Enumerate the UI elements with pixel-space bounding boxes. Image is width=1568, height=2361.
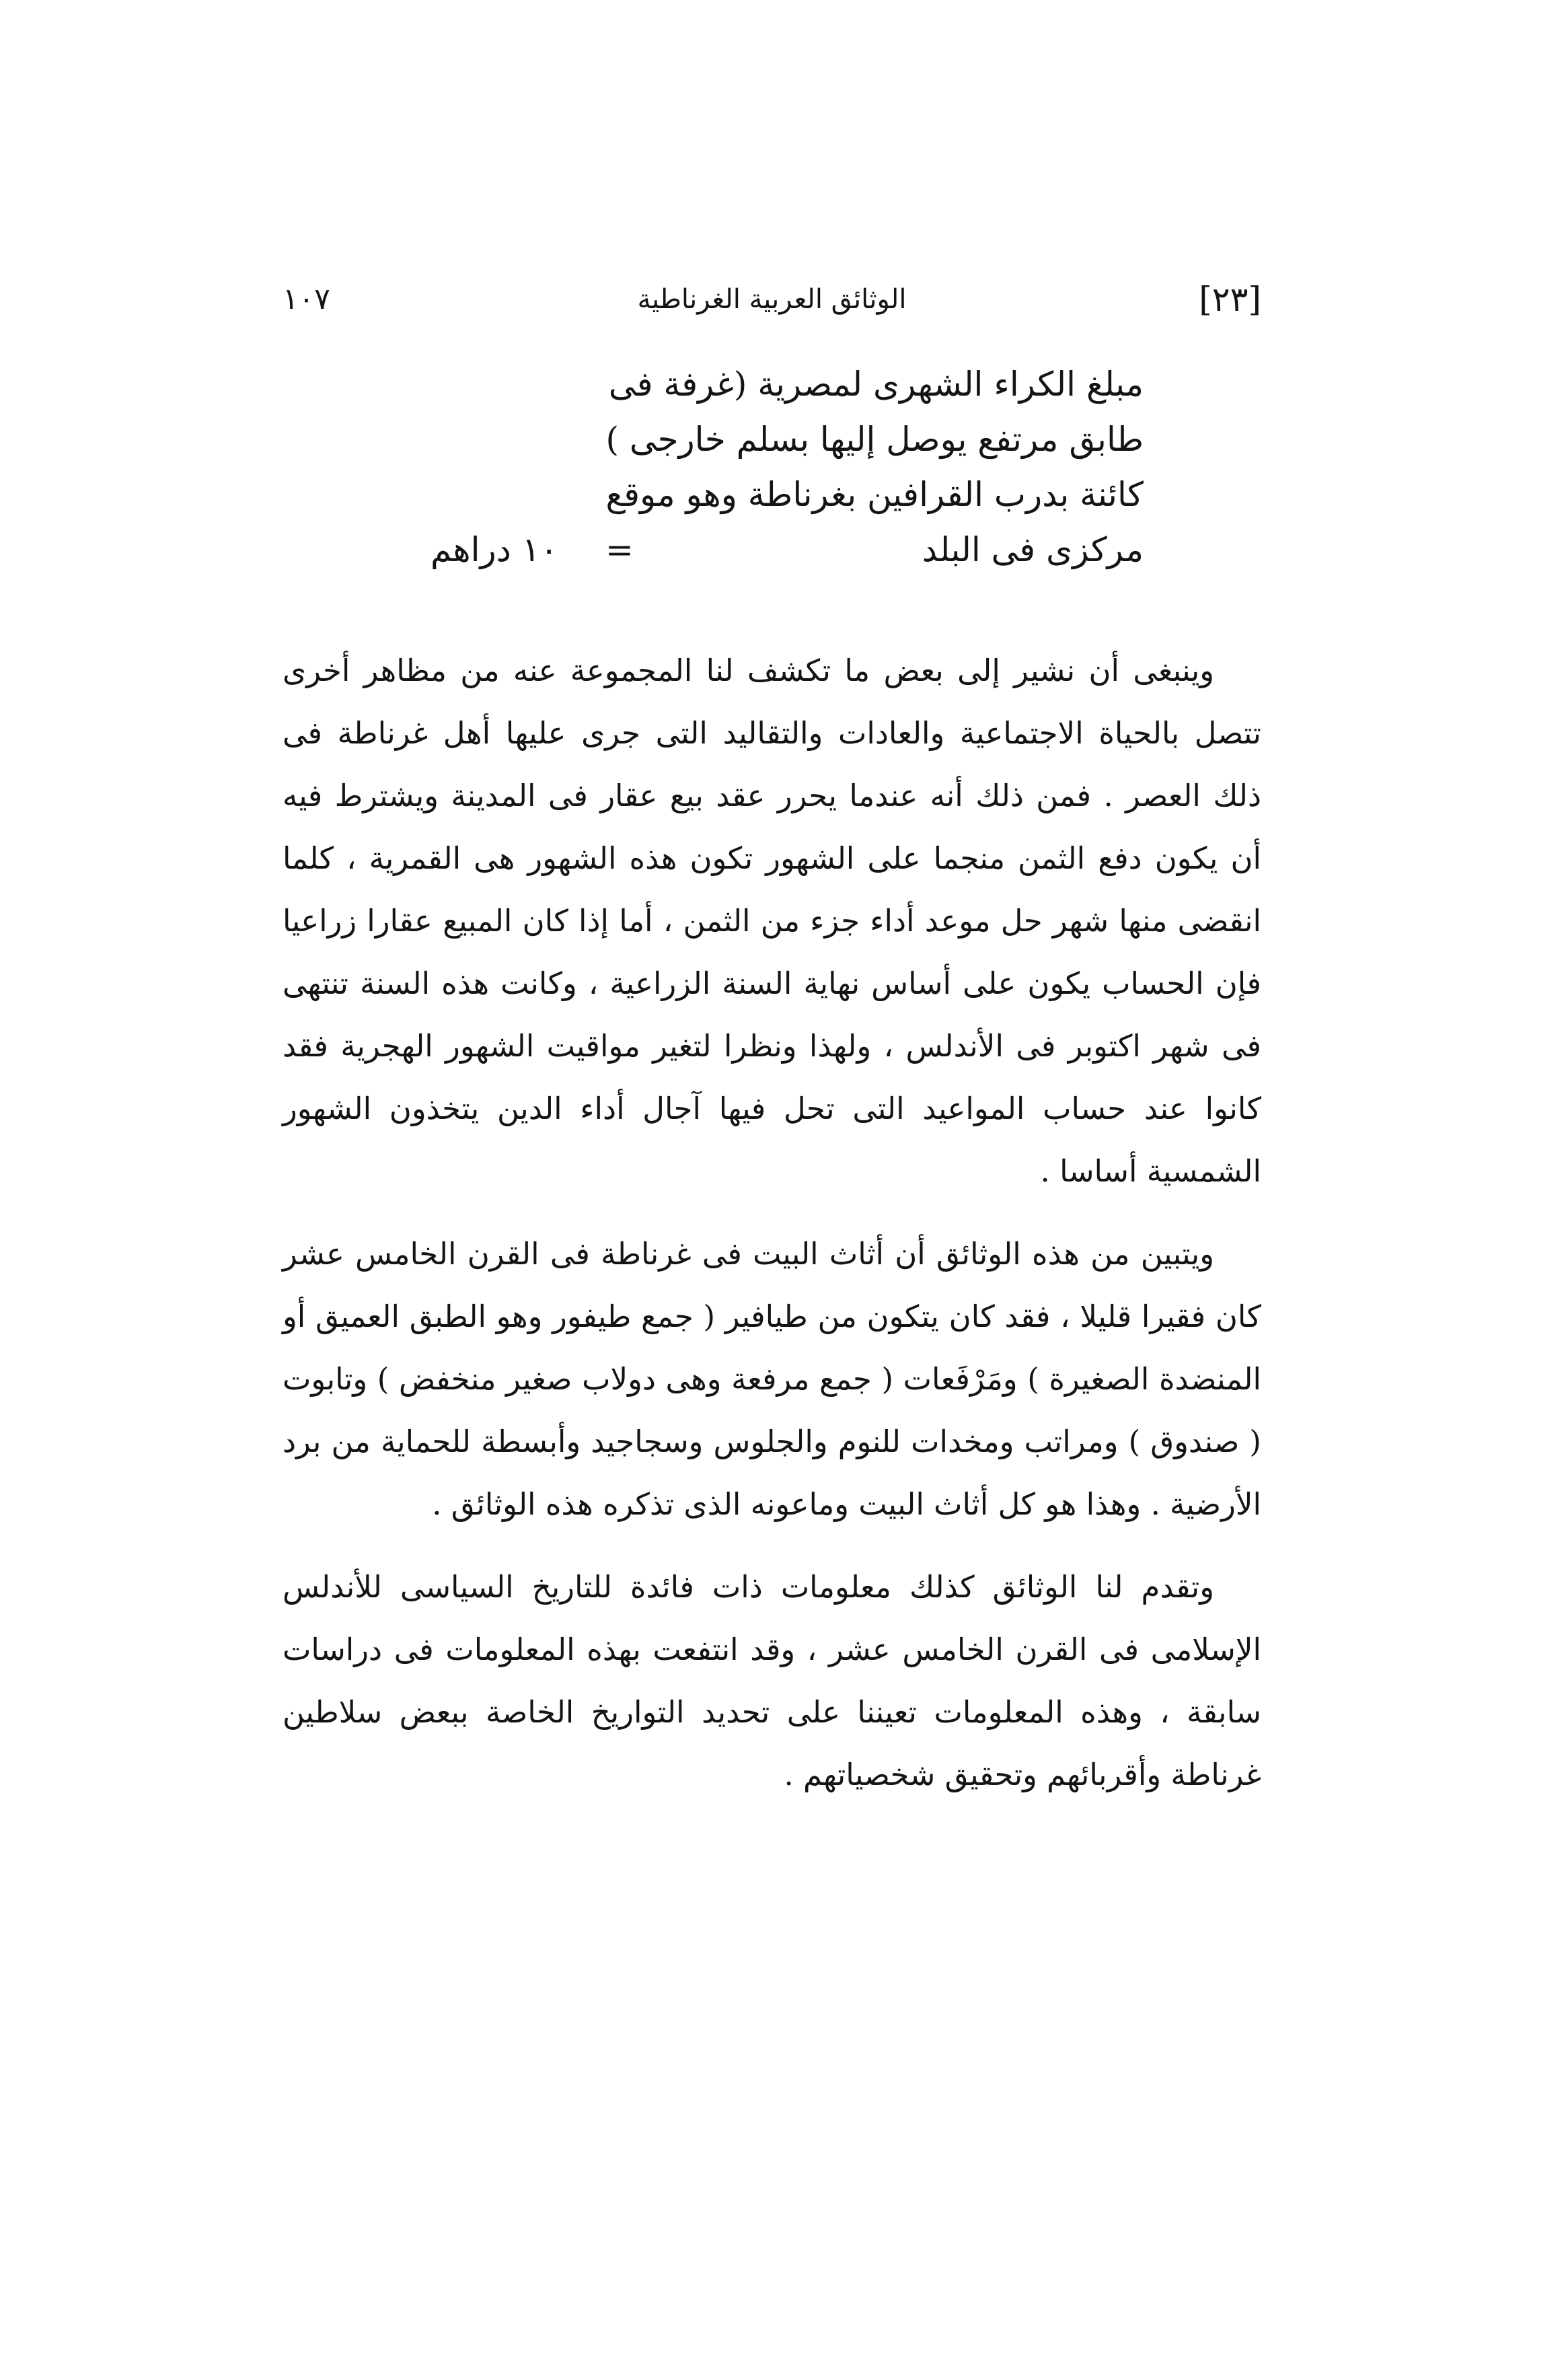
paragraph-social-customs: وينبغى أن نشير إلى بعض ما تكشف لنا المجموعة عنه من مظاهر أخرى تتصل بالحياة الاجتماعية والعادات والتقاليد التى جرى عليها أهل غرناطة فى ذلك العصر . فمن ذلك أنه عندما يحرر عقد بيع عقار فى المدينة ويشترط فيه أن يكون دفع الثمن منجما على الشهور تكون هذه الشهور هى القمرية ، كلما انقضى منها شهر حل موعد أداء جزء من الثمن ، أما إذا كان المبيع عقارا زراعيا فإن الحساب يكون على أساس نهاية السنة الزراعية ، وكانت هذه السنة تنتهى فى شهر اكتوبر فى الأندلس ، ولهذا ونظرا لتغير مواقيت الشهور الهجرية فقد كانوا عند حساب المواعيد التى تحل فيها آجال أداء الدين يتخذون الشهور الشمسية أساسا . — [283, 653, 1261, 1189]
rent-line: مبلغ الكراء الشهرى لمصرية (غرفة فى — [608, 365, 1144, 404]
equals-sign: = — [605, 530, 634, 569]
rent-line: كائنة بدرب القرافين بغرناطة وهو موقع — [605, 475, 1144, 514]
rent-entry — [431, 357, 1144, 577]
running-title: الوثائق العربية الغرناطية — [637, 284, 907, 315]
running-header — [283, 273, 1261, 326]
section-number: [٢٣] — [1199, 280, 1261, 319]
rent-amount: ١٠ دراهم — [431, 530, 558, 569]
rent-total-line — [431, 522, 1144, 577]
paragraph-furniture: ويتبين من هذه الوثائق أن أثاث البيت فى غرناطة فى القرن الخامس عشر كان فقيرا قليلا ، فقد كان يتكون من طيافير ( جمع طيفور وهو الطبق العميق أو المنضدة الصغيرة ) ومَرْفَعات ( جمع مرفعة وهى دولاب صغير منخفض ) وتابوت ( صندوق ) ومراتب ومخدات للنوم والجلوس وسجاجيد وأبسطة للحماية من برد الأرضية . وهذا هو كل أثاث البيت وماعونه الذى تذكره هذه الوثائق . — [283, 1236, 1261, 1522]
body-text — [283, 639, 1261, 1826]
rent-line: طابق مرتفع يوصل إليها بسلم خارجى ) — [605, 420, 1144, 459]
rent-location: مركزى فى البلد — [922, 530, 1144, 569]
page-number: ١٠٧ — [283, 282, 330, 316]
paragraph-political-history: وتقدم لنا الوثائق كذلك معلومات ذات فائدة للتاريخ السياسى للأندلس الإسلامى فى القرن الخامس عشر ، وقد انتفعت بهذه المعلومات فى دراسات سابقة ، وهذه المعلومات تعيننا على تحديد التواريخ الخاصة ببعض سلاطين غرناطة وأقربائهم وتحقيق شخصياتهم . — [283, 1569, 1261, 1792]
